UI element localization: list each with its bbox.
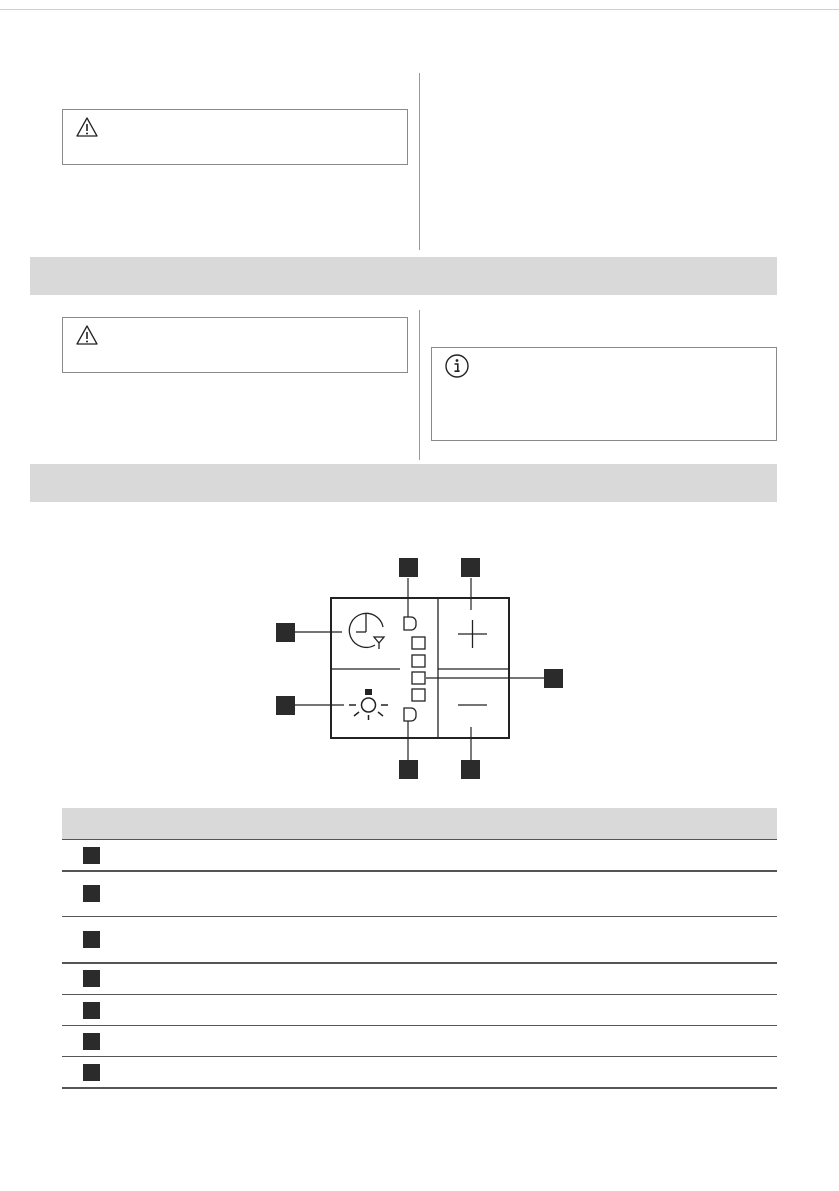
- callout-marker: [276, 623, 295, 642]
- indicator-top: [404, 617, 416, 630]
- callout-marker: [399, 760, 418, 779]
- table-row-marker: [83, 1033, 100, 1050]
- table-rule: [62, 1056, 777, 1057]
- column-divider-middle: [419, 310, 420, 460]
- table-header: [62, 808, 777, 839]
- level-square-1: [412, 637, 425, 649]
- table-row-marker: [83, 1064, 100, 1081]
- warning-triangle-icon: [75, 324, 99, 346]
- table-row-marker: [83, 931, 100, 948]
- level-square-4: [412, 689, 425, 701]
- warning-triangle-icon: [75, 116, 99, 138]
- callout-marker: [544, 669, 563, 688]
- callout-marker: [461, 558, 480, 577]
- info-box: [431, 347, 777, 441]
- light-bulb-icon: [349, 689, 388, 720]
- info-circle-icon: [444, 353, 470, 379]
- control-panel-diagram: [260, 550, 580, 785]
- indicator-bottom: [404, 708, 416, 721]
- panel-outline: [331, 598, 509, 738]
- table-row-marker: [83, 970, 100, 987]
- column-divider-top: [419, 73, 420, 250]
- warning-box-1: [62, 109, 408, 165]
- level-square-2: [412, 655, 425, 667]
- callout-marker: [399, 558, 418, 577]
- level-square-3: [412, 672, 425, 684]
- table-row-marker: [83, 1002, 100, 1019]
- callout-marker: [461, 760, 480, 779]
- table-rule: [62, 962, 777, 964]
- table-rule: [62, 1087, 777, 1089]
- table-row-marker: [83, 885, 100, 902]
- table-row-marker: [83, 847, 100, 864]
- warning-box-2: [62, 317, 408, 373]
- plus-icon: [458, 620, 487, 648]
- table-rule: [62, 994, 777, 995]
- table-rule: [62, 870, 777, 872]
- section-header-band-2: [30, 464, 777, 502]
- top-rule: [0, 9, 839, 10]
- table-rule: [62, 1025, 777, 1026]
- table-rule: [62, 916, 777, 917]
- section-header-band-1: [30, 257, 777, 295]
- table-rule: [62, 839, 777, 840]
- callout-marker: [276, 696, 295, 715]
- timer-fan-icon: [349, 613, 384, 649]
